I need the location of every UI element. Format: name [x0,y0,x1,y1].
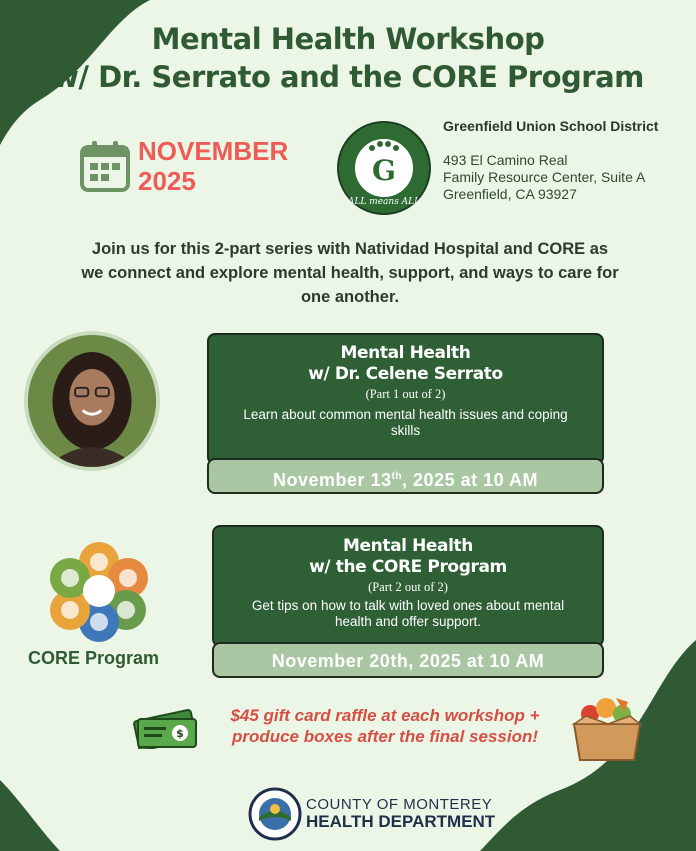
district-address-2: Family Resource Center, Suite A [443,169,646,185]
year-text: 2025 [138,166,196,196]
session-2-part: (Part 2 out of 2) [368,580,448,594]
intro-text: Join us for this 2-part series with Natividad Hospital and CORE as we connect and explore mental health, support, and ways to care for one another. [81,240,619,306]
district-address-1: 493 El Camino Real [443,152,568,168]
session-1-title-2: w/ Dr. Celene Serrato [308,364,503,384]
session-2-description: Get tips on how to talk with loved ones about mental health and offer support. [251,598,565,629]
speaker-photo [24,331,160,471]
calendar-icon [80,140,130,192]
session-2-title-1: Mental Health [343,536,473,556]
session-2-card [212,525,604,647]
session-2-title-2: w/ the CORE Program [309,557,507,577]
core-program-label: CORE Program [28,648,160,668]
session-1-date-suffix: th [391,471,403,482]
session-1-date-rest: , 2025 at 10 AM [402,470,538,490]
title-line-2: w/ Dr. Serrato and the CORE Program [52,60,644,94]
page-title [0,20,696,96]
session-1-description: Learn about common mental health issues and coping skills [243,407,568,438]
gift-card-money-icon [132,705,200,749]
county-seal-logo [248,787,302,841]
event-month [138,136,288,196]
session-1-date-main: November 13 [273,470,392,490]
district-address-3: Greenfield, CA 93927 [443,186,577,202]
session-1-part: (Part 1 out of 2) [365,387,446,401]
session-1-card [207,333,604,465]
title-line-1: Mental Health Workshop [151,22,545,56]
district-logo [336,120,432,216]
session-1-date [207,458,604,494]
health-department-name: HEALTH DEPARTMENT [306,812,496,831]
session-2-date: November 20th, 2025 at 10 AM [212,642,604,678]
county-name: COUNTY OF MONTEREY [306,796,493,813]
core-program-logo [48,540,150,642]
produce-box-icon [568,694,646,764]
session-1-title-1: Mental Health [340,343,471,363]
raffle-text: $45 gift card raffle at each workshop + produce boxes after the final session! [230,706,540,746]
logo-letter: G [372,154,396,187]
svg-text:$: $ [176,727,184,740]
logo-motto: ALL means ALL [347,197,421,207]
district-name: Greenfield Union School District [443,118,659,134]
month-text: NOVEMBER [138,136,289,166]
